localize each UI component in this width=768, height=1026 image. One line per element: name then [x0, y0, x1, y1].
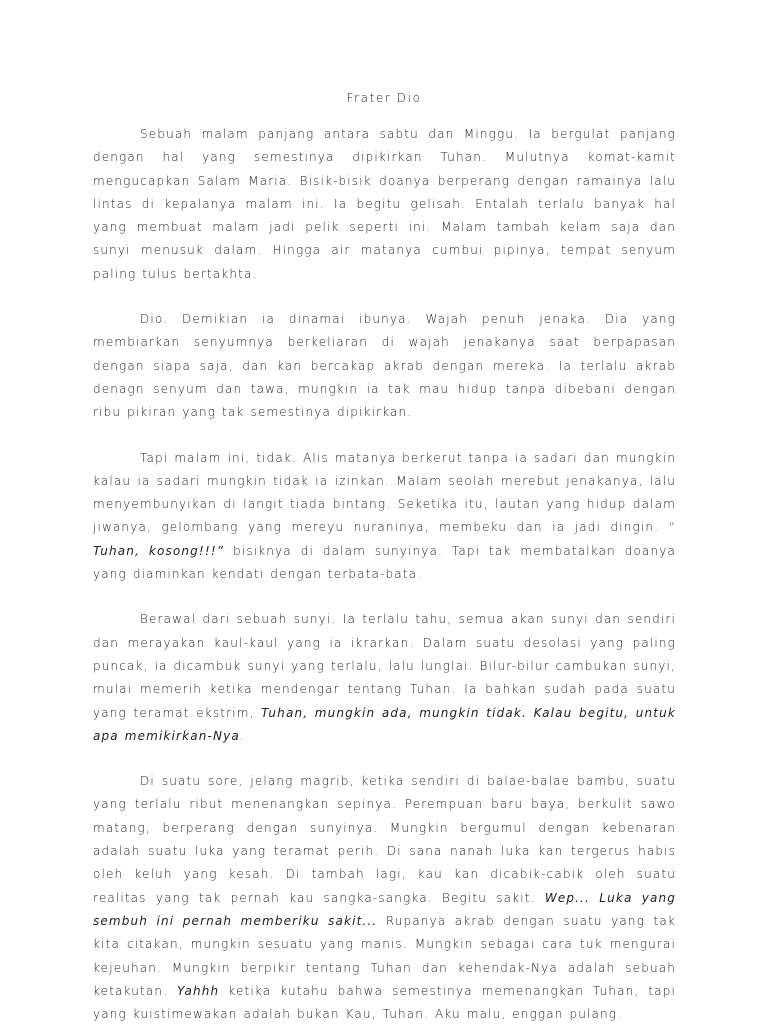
text-run: Dio. Demikian ia dinamai ibunya. Wajah penuh jenaka. Dia yang membiarkan senyumnya berkeliaran di wajah jenakanya saat berpapasan dengan siapa saja, dan kan bercakap akrab dengan mereka. Ia terlalu akrab denagn senyum dan tawa, mungkin ia tak mau hidup tanpa dibebani dengan ribu pikiran yang tak semestinya dipikirkan. [93, 312, 676, 420]
paragraph [93, 770, 676, 1026]
text-run: Di suatu sore, jelang magrib, ketika sendiri di balae-balae bambu, suatu yang terlalu ribut menenangkan sepinya. Perempuan baru baya, berkulit sawo matang, berperang dengan sunyinya. Mungkin bergumul dengan kebenaran adalah suatu luka yang teramat perih. Di sana nanah luka kan tergerus habis oleh keluh yang kesah. Di tambah lagi, kau kan dicabik-cabik oleh suatu realitas yang tak pernah kau sangka-sangka. Begitu sakit. [93, 774, 676, 905]
text-run: bisiknya di dalam sunyinya. Tapi tak membatalkan doanya yang diaminkan kendati dengan terbata-bata. [93, 543, 677, 582]
italic-text-run: Yahhh [177, 983, 220, 998]
text-run: Sebuah malam panjang antara sabtu dan Minggu. Ia bergulat panjang dengan hal yang semestinya dipikirkan Tuhan. Mulutnya komat-kamit mengucapkan Salam Maria. Bisik-bisik doanya berperang dengan ramainya lalu lintas di kepalanya malam ini. Ia begitu gelisah. Entalah terlalu banyak hal yang membuat malam jadi pelik seperti ini. Malam tambah kelam saja dan sunyi menusuk dalam. Hingga air matanya cumbui pipinya, tempat senyum paling tulus bertakhta. [93, 127, 676, 281]
document-title: Frater Dio [346, 91, 422, 105]
text-run: ketika kutahu bahwa semestinya memenangkan Tuhan, tapi yang kuistimewakan adalah bukan Kau, Tuhan. Aku malu, enggan pulang. [93, 983, 676, 1022]
document-body [93, 123, 676, 1026]
text-run: . [239, 728, 245, 743]
italic-text-run: Tuhan, mungkin ada, mungkin tidak. Kalau begitu, untuk apa memikirkan-Nya [93, 705, 676, 743]
text-run: Rupanya akrab dengan suatu yang tak kita citakan, mungkin sesuatu yang manis. Mungkin sebagai cara tuk mengurai kejeuhan. Mungkin berpikir tentang Tuhan dan kehendak-Nya adalah sebuah ketakutan. [93, 913, 676, 998]
paragraph [93, 123, 676, 286]
text-run: Berawal dari sebuah sunyi. Ia terlalu tahu, semua akan sunyi dan sendiri dan merayakan kaul-kaul yang ia ikrarkan. Dalam suatu desolasi yang paling puncak, ia dicambuk sunyi yang terlalu, lalu lunglai. Bilur-bilur cambukan sunyi, mulai memerih ketika mendengar tentang Tuhan. Ia bahkan sudah pada suatu yang teramat ekstrim, [93, 612, 676, 720]
paragraph [93, 308, 676, 424]
paragraph [93, 447, 676, 587]
text-run: Tapi malam ini, tidak. Alis matanya berkerut tanpa ia sadari dan mungkin kalau ia sadari mungkin tidak ia izinkan. Malam seolah merebut jenakanya, lalu menyembunyikan di langit tiada bintang. Seketika itu, lautan yang hidup dalam jiwanya, gelombang yang mereyu nuraninya, membeku dan ia jadi dingin. “ [93, 450, 676, 535]
paragraph [93, 608, 676, 748]
italic-text-run: Tuhan, kosong!!!” [93, 543, 225, 558]
italic-text-run: Wep... Luka yang sembuh ini pernah memberiku sakit... [93, 890, 676, 928]
